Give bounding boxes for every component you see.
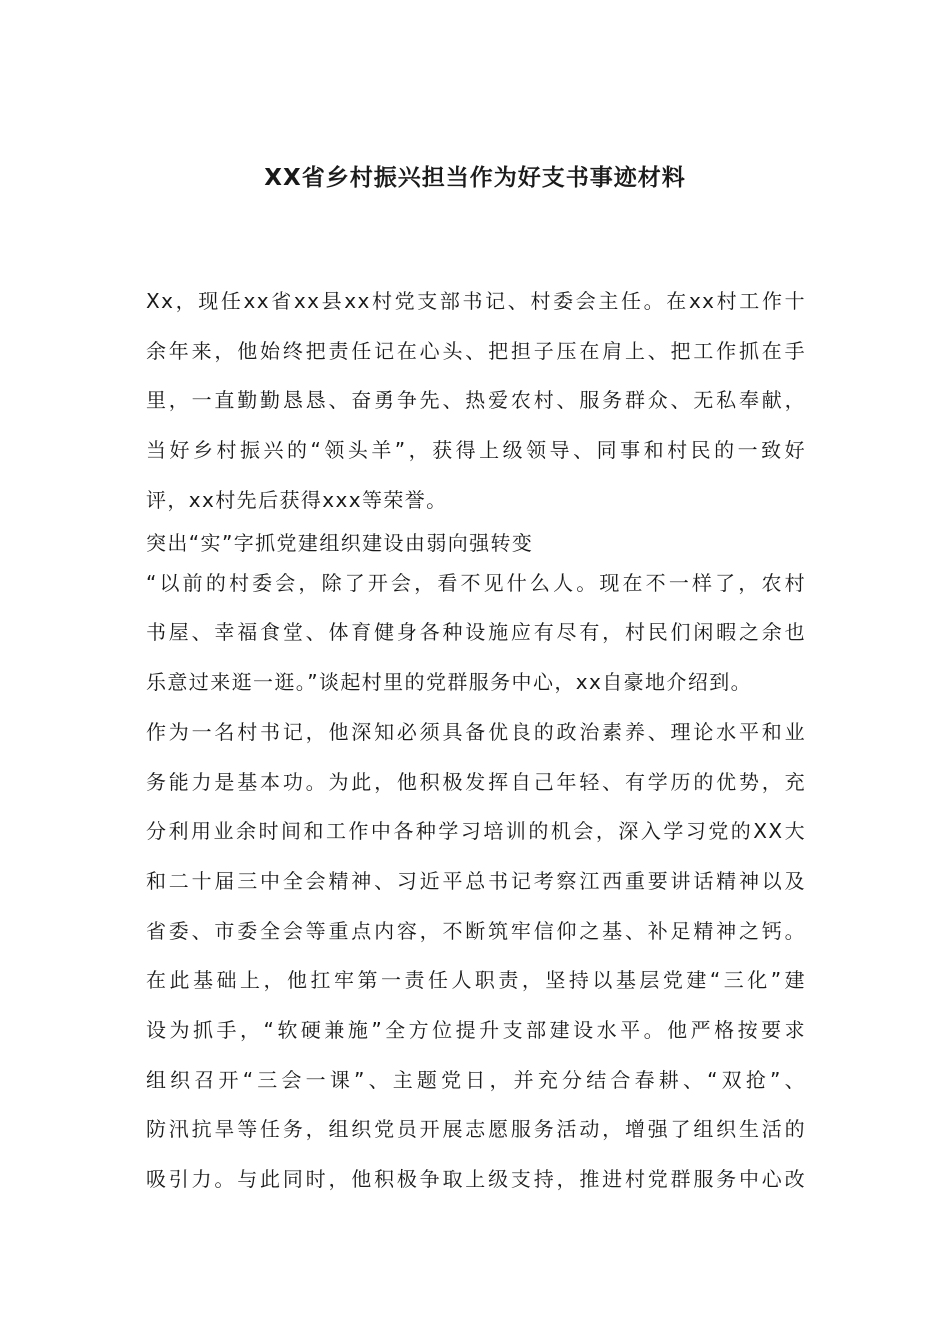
paragraph-line: 省委、市委全会等重点内容，不断筑牢信仰之基、补足精神之钙。 — [146, 918, 806, 943]
paragraph-line: 务能力是基本功。为此，他积极发挥自己年轻、有学历的优势，充 — [146, 769, 806, 794]
paragraph-line: 设为抓手，“软硬兼施”全方位提升支部建设水平。他严格按要求 — [146, 1017, 806, 1042]
document-body — [146, 283, 806, 1211]
paragraph-line: 和二十届三中全会精神、习近平总书记考察江西重要讲话精神以及 — [146, 868, 806, 893]
paragraph-line: 评，xx村先后获得xxx等荣誉。 — [146, 487, 448, 512]
paragraph-line: 组织召开“三会一课”、主题党日，并充分结合春耕、“双抢”、 — [146, 1067, 806, 1092]
section-heading: 突出“实”字抓党建组织建设由弱向强转变 — [146, 530, 534, 555]
paragraph-line: 当好乡村振兴的“领头羊”，获得上级领导、同事和村民的一致好 — [146, 438, 806, 463]
paragraph-line: 乐意过来逛一逛。”谈起村里的党群服务中心，xx自豪地介绍到。 — [146, 670, 753, 695]
document-title: XX省乡村振兴担当作为好支书事迹材料 — [264, 165, 686, 191]
paragraph-line: 余年来，他始终把责任记在心头、把担子压在肩上、把工作抓在手 — [146, 338, 806, 363]
paragraph-line: 防汛抗旱等任务，组织党员开展志愿服务活动，增强了组织生活的 — [146, 1117, 806, 1142]
paragraph-line: 里，一直勤勤恳恳、奋勇争先、热爱农村、服务群众、无私奉献， — [146, 388, 806, 413]
paragraph-line: 分利用业余时间和工作中各种学习培训的机会，深入学习党的XX大 — [146, 819, 806, 844]
paragraph-line: 书屋、幸福食堂、体育健身各种设施应有尽有，村民们闲暇之余也 — [146, 620, 806, 645]
paragraph-line: 作为一名村书记，他深知必须具备优良的政治素养、理论水平和业 — [146, 719, 806, 744]
paragraph-line: 吸引力。与此同时，他积极争取上级支持，推进村党群服务中心改 — [146, 1167, 806, 1191]
paragraph-line: “以前的村委会，除了开会，看不见什么人。现在不一样了，农村 — [146, 570, 806, 595]
paragraph-line: 在此基础上，他扛牢第一责任人职责，坚持以基层党建“三化”建 — [146, 968, 806, 993]
paragraph-line: Xx，现任xx省xx县xx村党支部书记、村委会主任。在xx村工作十 — [146, 289, 806, 313]
